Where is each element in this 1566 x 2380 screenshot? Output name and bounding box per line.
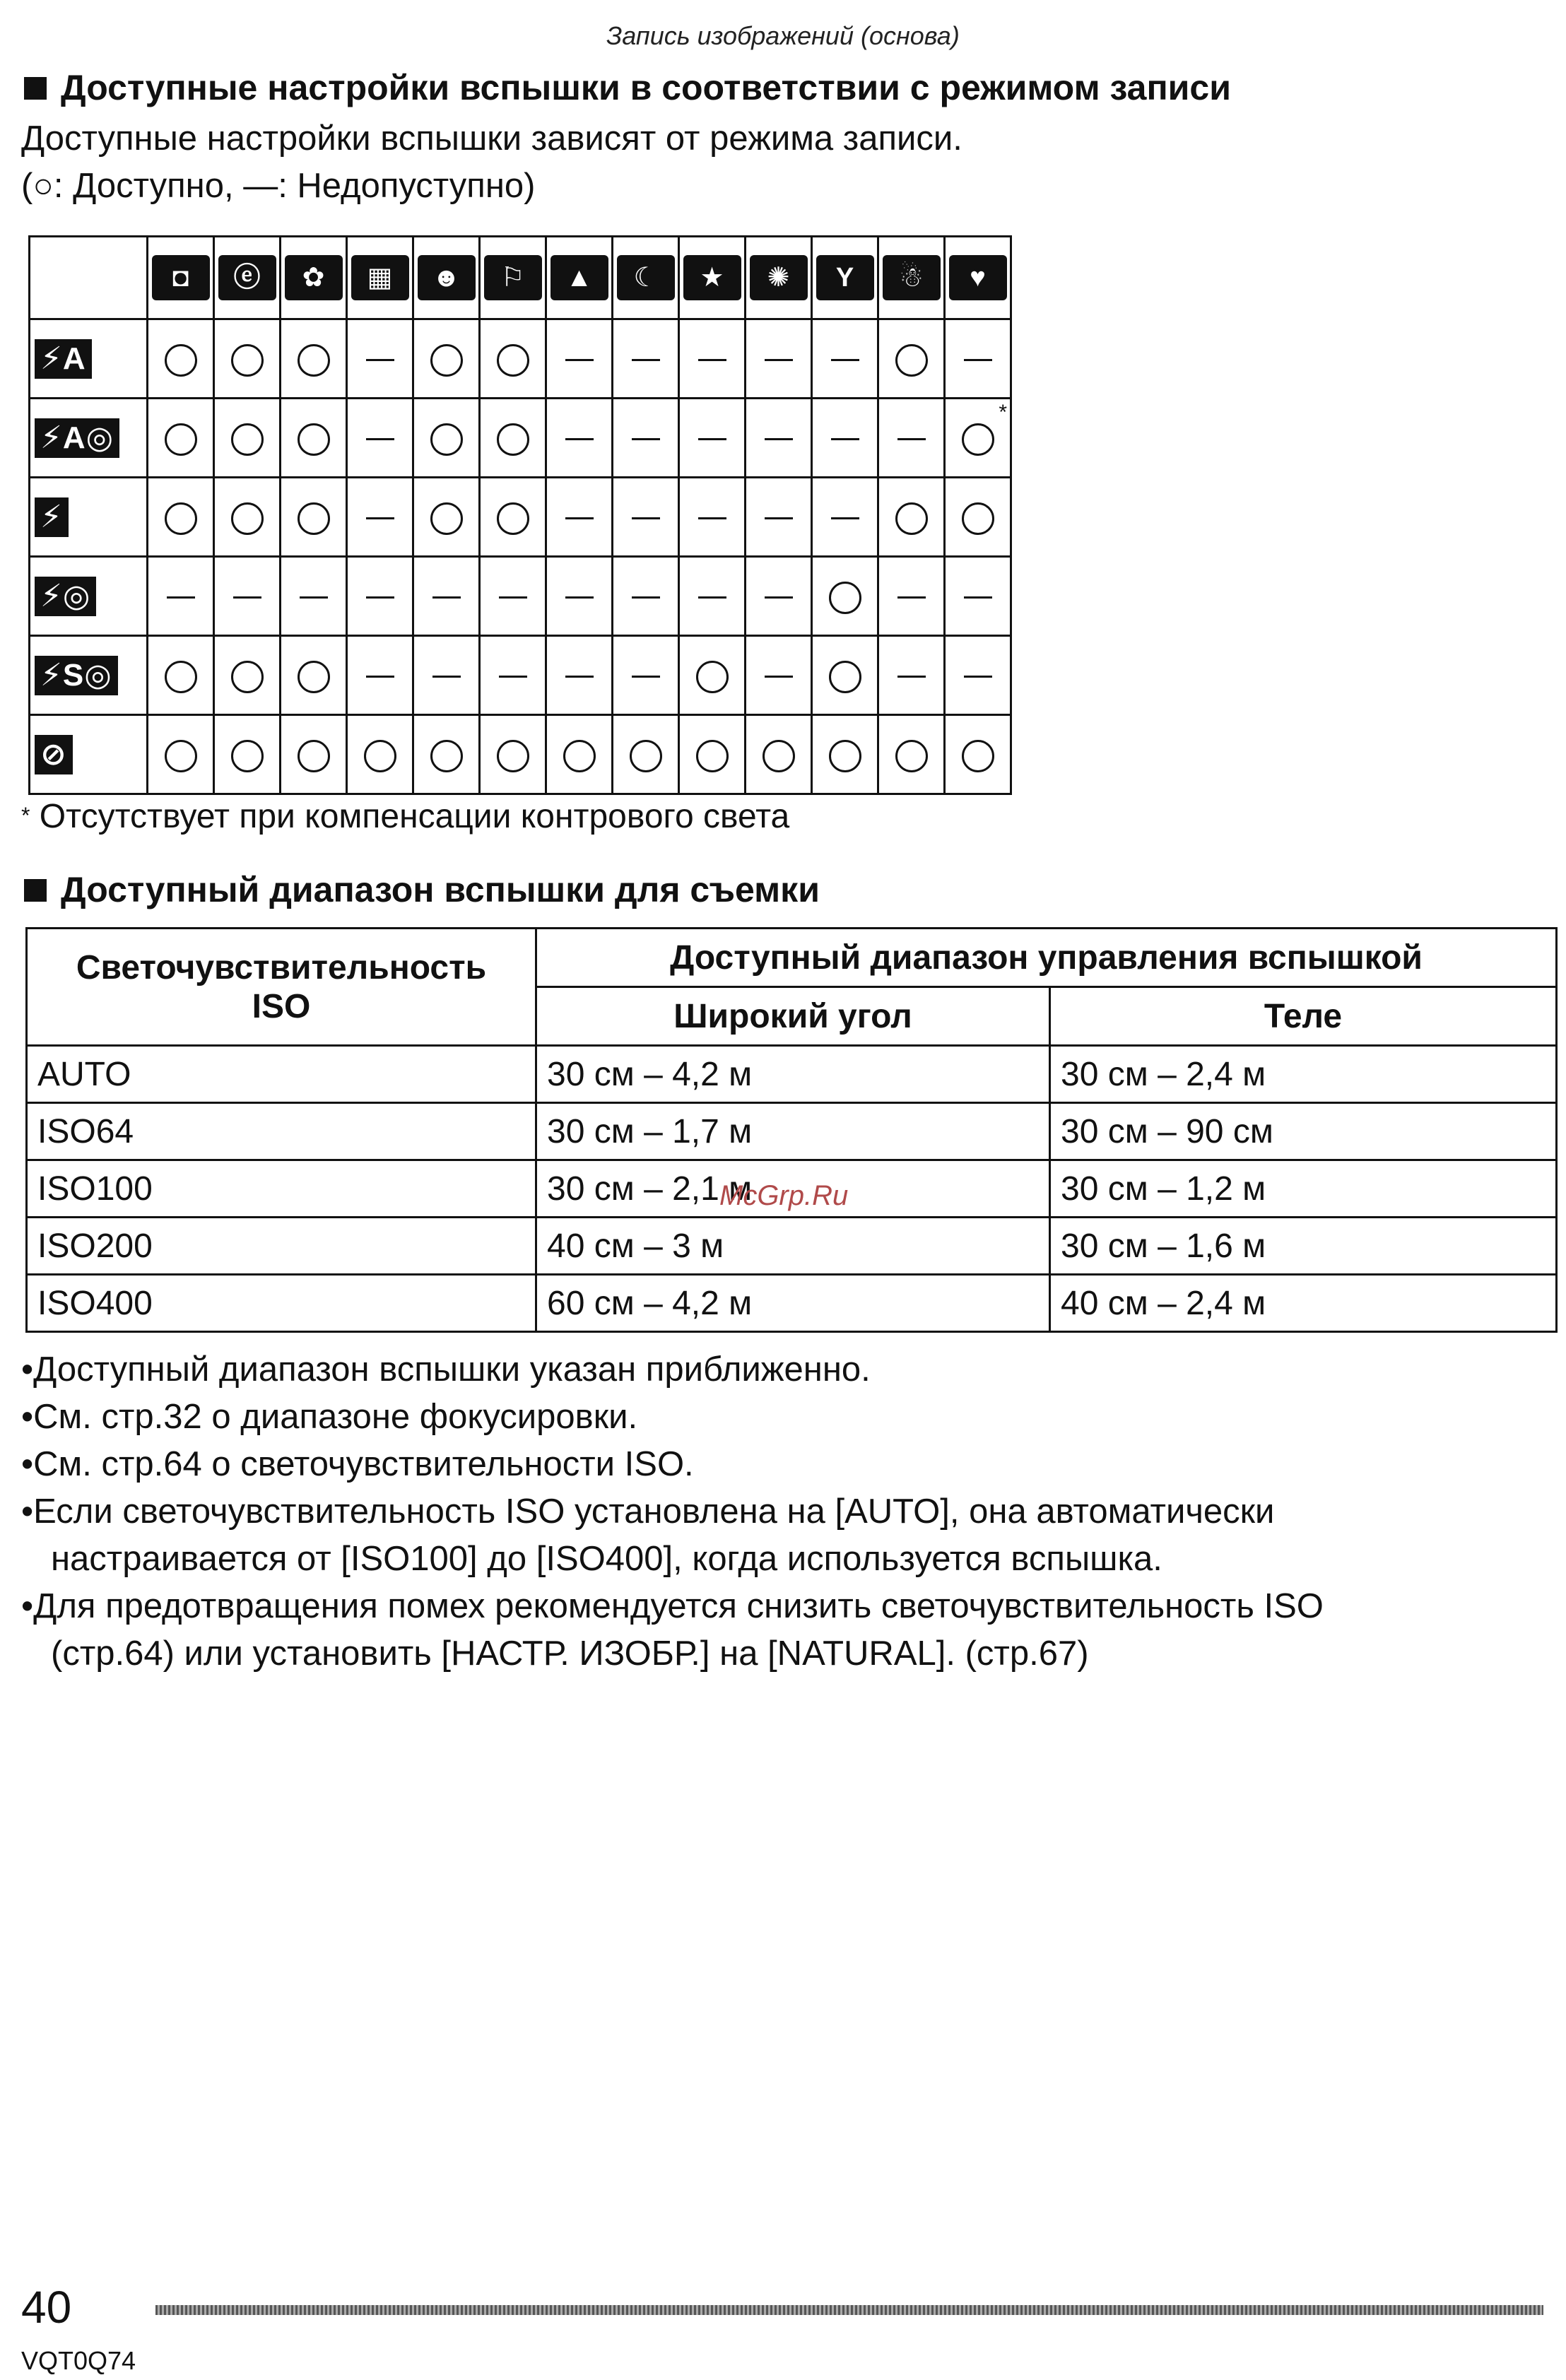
footnote xyxy=(21,797,789,836)
unavailable-dash xyxy=(765,438,793,440)
table-row xyxy=(30,715,1011,794)
unavailable-dash xyxy=(233,596,261,599)
available-cell xyxy=(878,715,945,794)
unavailable-dash xyxy=(300,596,328,599)
unavailable-dash xyxy=(432,596,461,599)
unavailable-cell xyxy=(347,636,413,715)
available-circle xyxy=(231,423,264,456)
flash-mode-cell xyxy=(30,715,148,794)
available-circle xyxy=(430,423,463,456)
available-cell xyxy=(148,715,214,794)
available-cell xyxy=(214,715,281,794)
unavailable-cell xyxy=(812,399,878,478)
unavailable-cell xyxy=(679,399,746,478)
scene-header-cell xyxy=(679,237,746,319)
available-cell xyxy=(945,399,1011,478)
unavailable-dash xyxy=(765,676,793,678)
available-cell xyxy=(746,715,812,794)
unavailable-cell xyxy=(746,399,812,478)
available-cell xyxy=(480,319,546,399)
section-title-text: Доступный диапазон вспышки для съемки xyxy=(61,870,820,909)
table-row xyxy=(30,399,1011,478)
available-cell xyxy=(148,319,214,399)
list-item: •Доступный диапазон вспышки указан приближенно. xyxy=(21,1350,871,1389)
unavailable-dash xyxy=(366,438,394,440)
unavailable-cell xyxy=(413,557,480,636)
unavailable-cell xyxy=(413,636,480,715)
unavailable-dash xyxy=(632,596,660,599)
unavailable-dash xyxy=(698,359,726,361)
available-circle xyxy=(231,661,264,693)
flash-mode-cell xyxy=(30,557,148,636)
section-bullet-square xyxy=(24,77,47,100)
list-item: •Если светочувствительность ISO установлена на [AUTO], она автоматически xyxy=(21,1492,1275,1531)
available-cell xyxy=(812,557,878,636)
unavailable-dash xyxy=(499,676,527,678)
available-circle xyxy=(962,423,994,456)
wide-range: 40 см – 3 м xyxy=(536,1218,1050,1275)
unavailable-dash xyxy=(632,438,660,440)
corner-cell xyxy=(30,237,148,319)
unavailable-dash xyxy=(366,517,394,519)
available-circle xyxy=(829,582,861,614)
unavailable-cell xyxy=(347,478,413,557)
unavailable-cell xyxy=(148,557,214,636)
unavailable-dash xyxy=(831,359,859,361)
tele-header: Теле xyxy=(1050,987,1557,1046)
iso-value: ISO200 xyxy=(27,1218,536,1275)
movie-film-icon: ▦ xyxy=(351,255,409,300)
flash-mode-cell xyxy=(30,399,148,478)
available-cell xyxy=(480,715,546,794)
section-title-flash-settings xyxy=(24,67,1231,108)
available-circle xyxy=(563,740,596,772)
available-circle xyxy=(165,740,197,772)
unavailable-cell xyxy=(347,319,413,399)
available-cell xyxy=(214,319,281,399)
available-circle xyxy=(497,502,529,535)
unavailable-dash xyxy=(432,676,461,678)
available-cell xyxy=(148,478,214,557)
flash-auto-red-eye-icon: ⚡A◎ xyxy=(35,418,119,458)
available-circle xyxy=(829,740,861,772)
footnote-mark: * xyxy=(999,401,1007,424)
snow-icon: ☃ xyxy=(883,255,941,300)
available-circle xyxy=(165,344,197,377)
available-circle xyxy=(962,740,994,772)
unavailable-dash xyxy=(897,676,926,678)
flash-mode-cell xyxy=(30,319,148,399)
scene-header-cell xyxy=(812,237,878,319)
flash-availability-table xyxy=(28,235,1012,795)
flash-off-icon: ⊘ xyxy=(35,735,73,774)
available-cell xyxy=(812,715,878,794)
available-circle xyxy=(895,502,928,535)
available-circle xyxy=(364,740,396,772)
unavailable-cell xyxy=(746,319,812,399)
tele-range: 30 см – 1,2 м xyxy=(1050,1160,1557,1218)
list-item-continuation: (стр.64) или установить [НАСТР. ИЗОБР.] на [NATURAL]. (стр.67) xyxy=(51,1634,1089,1673)
table-row xyxy=(27,1218,1557,1275)
watermark: McGrp.Ru xyxy=(719,1180,849,1211)
unavailable-cell xyxy=(812,478,878,557)
wide-range: 30 см – 1,7 м xyxy=(536,1103,1050,1160)
range-group-header: Доступный диапазон управления вспышкой xyxy=(536,929,1557,987)
unavailable-cell xyxy=(480,636,546,715)
economy-icon: ⓔ xyxy=(218,255,276,300)
flash-slow-sync-red-eye-icon: ⚡S◎ xyxy=(35,656,118,695)
unavailable-cell xyxy=(546,636,613,715)
iso-header-line1: Светочувствительность xyxy=(76,948,487,986)
available-circle xyxy=(763,740,795,772)
unavailable-cell xyxy=(613,636,679,715)
camera-icon: ◘ xyxy=(152,255,210,300)
iso-value: ISO400 xyxy=(27,1275,536,1332)
unavailable-dash xyxy=(964,359,992,361)
footnote-asterisk: * xyxy=(21,803,30,828)
unavailable-cell xyxy=(746,478,812,557)
table-row xyxy=(30,557,1011,636)
unavailable-dash xyxy=(565,596,594,599)
unavailable-cell xyxy=(679,478,746,557)
unavailable-dash xyxy=(565,438,594,440)
available-circle xyxy=(298,423,330,456)
available-circle xyxy=(231,740,264,772)
flash-forced-on-icon: ⚡ xyxy=(35,497,69,537)
unavailable-cell xyxy=(546,557,613,636)
unavailable-dash xyxy=(765,517,793,519)
unavailable-dash xyxy=(698,596,726,599)
available-circle xyxy=(165,423,197,456)
unavailable-cell xyxy=(613,478,679,557)
wide-range: 30 см – 2,1 м xyxy=(536,1160,1050,1218)
unavailable-dash xyxy=(565,517,594,519)
list-item: •Для предотвращения помех рекомендуется снизить светочувствительность ISO xyxy=(21,1587,1324,1625)
unavailable-cell xyxy=(613,557,679,636)
table-row xyxy=(30,319,1011,399)
scene-header-cell xyxy=(878,237,945,319)
iso-value: AUTO xyxy=(27,1046,536,1103)
scene-header-cell xyxy=(945,237,1011,319)
available-circle xyxy=(298,344,330,377)
page-number: 40 xyxy=(21,2282,72,2333)
available-circle xyxy=(497,344,529,377)
scene-header-cell xyxy=(281,237,347,319)
available-circle xyxy=(696,740,729,772)
available-cell xyxy=(413,715,480,794)
unavailable-dash xyxy=(499,596,527,599)
unavailable-dash xyxy=(366,596,394,599)
iso-header-line2: ISO xyxy=(252,987,311,1025)
available-circle xyxy=(696,661,729,693)
unavailable-cell xyxy=(347,399,413,478)
available-cell xyxy=(148,636,214,715)
available-cell xyxy=(214,478,281,557)
unavailable-dash xyxy=(831,517,859,519)
unavailable-dash xyxy=(897,438,926,440)
available-circle xyxy=(430,502,463,535)
unavailable-cell xyxy=(281,557,347,636)
scene-header-cell xyxy=(480,237,546,319)
unavailable-cell xyxy=(613,399,679,478)
available-cell xyxy=(347,715,413,794)
section-bullet-square xyxy=(24,879,47,902)
available-circle xyxy=(298,740,330,772)
available-circle xyxy=(630,740,662,772)
scene-header-cell xyxy=(546,237,613,319)
table-row xyxy=(27,1275,1557,1332)
tele-range: 30 см – 1,6 м xyxy=(1050,1218,1557,1275)
unavailable-dash xyxy=(565,359,594,361)
available-cell xyxy=(945,715,1011,794)
available-cell xyxy=(480,478,546,557)
unavailable-dash xyxy=(366,359,394,361)
unavailable-cell xyxy=(746,636,812,715)
list-item-continuation: настраивается от [ISO100] до [ISO400], когда используется вспышка. xyxy=(51,1540,1162,1578)
tele-range: 30 см – 2,4 м xyxy=(1050,1046,1557,1103)
available-cell xyxy=(148,399,214,478)
available-circle xyxy=(430,344,463,377)
unavailable-cell xyxy=(812,319,878,399)
unavailable-cell xyxy=(878,636,945,715)
unavailable-cell xyxy=(347,557,413,636)
available-cell xyxy=(281,715,347,794)
footer-rule xyxy=(155,2305,1543,2315)
tele-range: 40 см – 2,4 м xyxy=(1050,1275,1557,1332)
night-portrait-icon: ★ xyxy=(683,255,741,300)
available-cell xyxy=(281,636,347,715)
available-cell xyxy=(413,478,480,557)
scene-header-cell xyxy=(746,237,812,319)
scene-header-cell xyxy=(214,237,281,319)
available-cell xyxy=(281,399,347,478)
unavailable-dash xyxy=(632,517,660,519)
available-cell xyxy=(281,478,347,557)
unavailable-dash xyxy=(698,517,726,519)
scenery-icon: ▲ xyxy=(551,255,608,300)
available-cell xyxy=(480,399,546,478)
running-header: Запись изображений (основа) xyxy=(606,21,960,50)
available-cell xyxy=(812,636,878,715)
unavailable-cell xyxy=(679,557,746,636)
baby-heart-icon: ♥ xyxy=(949,255,1007,300)
available-cell xyxy=(878,319,945,399)
unavailable-cell xyxy=(878,399,945,478)
available-circle xyxy=(962,502,994,535)
unavailable-dash xyxy=(698,438,726,440)
flash-range-table xyxy=(25,927,1558,1333)
unavailable-dash xyxy=(964,596,992,599)
unavailable-cell xyxy=(214,557,281,636)
available-cell xyxy=(214,399,281,478)
available-cell xyxy=(613,715,679,794)
unavailable-dash xyxy=(831,438,859,440)
flash-auto-icon: ⚡A xyxy=(35,339,92,379)
macro-flower-icon: ✿ xyxy=(285,255,343,300)
available-circle xyxy=(298,502,330,535)
available-circle xyxy=(829,661,861,693)
wide-range: 30 см – 4,2 м xyxy=(536,1046,1050,1103)
unavailable-dash xyxy=(964,676,992,678)
available-circle xyxy=(497,423,529,456)
available-cell xyxy=(413,319,480,399)
scene-header-cell xyxy=(613,237,679,319)
unavailable-cell xyxy=(679,319,746,399)
scene-header-cell xyxy=(413,237,480,319)
available-circle xyxy=(497,740,529,772)
available-cell xyxy=(945,478,1011,557)
available-circle xyxy=(895,740,928,772)
section-title-text: Доступные настройки вспышки в соответствии с режимом записи xyxy=(61,68,1231,107)
available-circle xyxy=(165,661,197,693)
wide-range: 60 см – 4,2 м xyxy=(536,1275,1050,1332)
iso-column-header xyxy=(27,929,536,1046)
flash-mode-cell xyxy=(30,636,148,715)
available-circle xyxy=(165,502,197,535)
party-cocktail-icon: Y xyxy=(816,255,874,300)
iso-value: ISO100 xyxy=(27,1160,536,1218)
portrait-icon: ☻ xyxy=(418,255,476,300)
unavailable-cell xyxy=(945,636,1011,715)
unavailable-cell xyxy=(546,399,613,478)
unavailable-dash xyxy=(366,676,394,678)
scene-header-cell xyxy=(347,237,413,319)
available-circle xyxy=(231,344,264,377)
available-circle xyxy=(298,661,330,693)
range-header-row xyxy=(27,929,1557,987)
scene-mode-header-row xyxy=(30,237,1011,319)
unavailable-cell xyxy=(945,319,1011,399)
notes-list xyxy=(21,1346,1324,1678)
section-title-flash-range xyxy=(24,869,820,910)
unavailable-cell xyxy=(613,319,679,399)
unavailable-dash xyxy=(897,596,926,599)
tele-range: 30 см – 90 см xyxy=(1050,1103,1557,1160)
available-cell xyxy=(413,399,480,478)
flash-mode-cell xyxy=(30,478,148,557)
unavailable-dash xyxy=(632,359,660,361)
unavailable-cell xyxy=(546,478,613,557)
intro-line: Доступные настройки вспышки зависят от режима записи. xyxy=(21,119,962,158)
document-code: VQT0Q74 xyxy=(21,2346,136,2375)
unavailable-cell xyxy=(480,557,546,636)
available-circle xyxy=(430,740,463,772)
unavailable-cell xyxy=(878,557,945,636)
unavailable-dash xyxy=(765,359,793,361)
unavailable-dash xyxy=(565,676,594,678)
iso-value: ISO64 xyxy=(27,1103,536,1160)
available-cell xyxy=(679,636,746,715)
unavailable-dash xyxy=(765,596,793,599)
list-item: •См. стр.64 о светочувствительности ISO. xyxy=(21,1445,694,1483)
unavailable-cell xyxy=(546,319,613,399)
available-cell xyxy=(679,715,746,794)
available-circle xyxy=(895,344,928,377)
wide-header: Широкий угол xyxy=(536,987,1050,1046)
scene-header-cell xyxy=(148,237,214,319)
unavailable-cell xyxy=(945,557,1011,636)
list-item: •См. стр.32 о диапазоне фокусировки. xyxy=(21,1398,638,1436)
available-cell xyxy=(281,319,347,399)
flash-forced-red-eye-icon: ⚡◎ xyxy=(35,577,96,616)
legend-line: (○: Доступно, —: Недопуступно) xyxy=(21,167,536,205)
available-cell xyxy=(878,478,945,557)
table-row xyxy=(30,478,1011,557)
available-circle xyxy=(231,502,264,535)
footnote-text: Отсутствует при компенсации контрового света xyxy=(39,798,790,835)
available-cell xyxy=(546,715,613,794)
table-row xyxy=(27,1103,1557,1160)
unavailable-dash xyxy=(167,596,195,599)
night-scenery-icon: ☾ xyxy=(617,255,675,300)
table-row xyxy=(30,636,1011,715)
available-cell xyxy=(214,636,281,715)
unavailable-dash xyxy=(632,676,660,678)
unavailable-cell xyxy=(746,557,812,636)
fireworks-icon: ✺ xyxy=(750,255,808,300)
table-row xyxy=(27,1046,1557,1103)
sports-icon: ⚐ xyxy=(484,255,542,300)
